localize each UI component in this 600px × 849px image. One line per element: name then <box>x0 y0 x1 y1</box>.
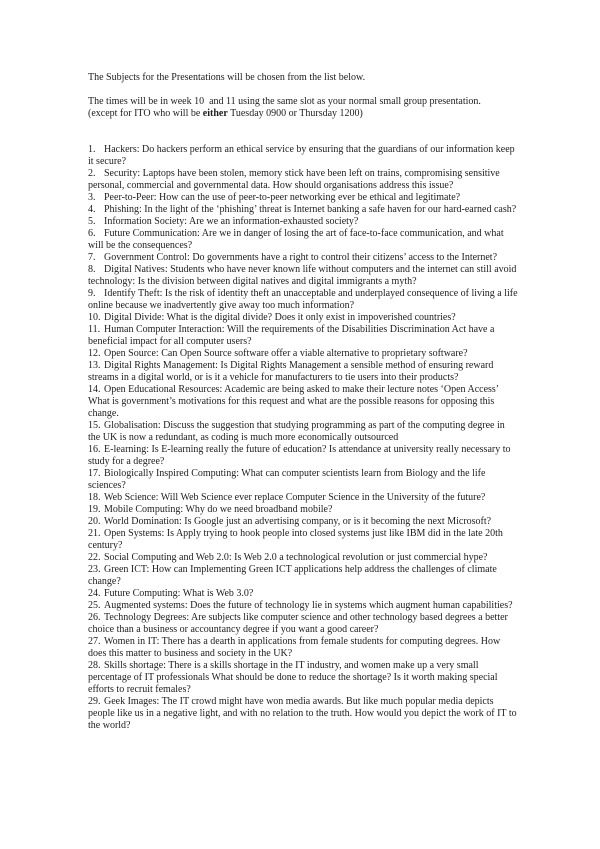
exception-prefix: (except for ITO who will be <box>88 108 203 119</box>
list-item <box>88 312 518 324</box>
list-item <box>88 696 518 732</box>
item-number: 3. <box>88 192 96 203</box>
item-number: 27. <box>88 636 101 647</box>
item-text: Peer-to-Peer: How can the use of peer-to-peer networking ever be ethical and legitimate? <box>104 192 461 203</box>
list-item <box>88 420 518 444</box>
item-text: Phishing: In the light of the ‘phishing’ threat is Internet banking a safe haven for our hard-earned cash? <box>104 204 517 215</box>
item-text: Social Computing and Web 2.0: Is Web 2.0 a technological revolution or just commercial hype? <box>104 552 488 563</box>
intro-line: The Subjects for the Presentations will be chosen from the list below. <box>88 72 366 83</box>
list-item <box>88 612 518 636</box>
item-number: 8. <box>88 264 96 275</box>
list-item <box>88 588 518 600</box>
item-number: 12. <box>88 348 101 359</box>
item-text: Green ICT: How can Implementing Green ICT applications help address the challenges of climate change? <box>88 564 500 587</box>
item-text: Open Educational Resources: Academic are being asked to make their lecture notes ‘Open Access’ What is government’s motivations for this request and what are the possible reasons for opposing this change. <box>88 384 501 419</box>
list-item <box>88 492 518 504</box>
item-text: Human Computer Interaction: Will the requirements of the Disabilities Discrimination Act have a beneficial impact for all computer users? <box>88 324 497 347</box>
item-text: Digital Natives: Students who have never known life without computers and the internet can still avoid technology: Is the division between digital natives and digital immigrants a myth? <box>88 264 519 287</box>
item-number: 6. <box>88 228 96 239</box>
list-item <box>88 468 518 492</box>
item-text: Digital Divide: What is the digital divide? Does it only exist in impoverished countries? <box>104 312 456 323</box>
item-text: Security: Laptops have been stolen, memory stick have been left on trains, compromising sensitive personal, commercial and governmental data. How should organisations address this issue? <box>88 168 503 191</box>
list-item <box>88 192 518 204</box>
list-item <box>88 228 518 252</box>
exception-suffix: Tuesday 0900 or Thursday 1200) <box>227 108 363 119</box>
item-number: 11. <box>88 324 101 335</box>
list-item <box>88 636 518 660</box>
list-item <box>88 324 518 348</box>
item-text: Identify Theft: Is the risk of identity theft an unacceptable and underplayed consequence of living a life online because we inadvertently give away too much information? <box>88 288 521 311</box>
list-item <box>88 144 518 168</box>
list-item <box>88 264 518 288</box>
item-text: Biologically Inspired Computing: What can computer scientists learn from Biology and the life sciences? <box>88 468 488 491</box>
item-number: 20. <box>88 516 101 527</box>
item-number: 24. <box>88 588 101 599</box>
subject-list <box>88 144 521 732</box>
item-number: 22. <box>88 552 101 563</box>
list-item <box>88 168 518 192</box>
list-item <box>88 360 518 384</box>
schedule-line: The times will be in week 10 and 11 using the same slot as your normal small group presentation. <box>88 96 481 107</box>
item-number: 17. <box>88 468 101 479</box>
schedule-note <box>88 96 518 120</box>
item-text: Web Science: Will Web Science ever replace Computer Science in the University of the future? <box>104 492 486 503</box>
item-number: 25. <box>88 600 101 611</box>
list-item <box>88 528 518 552</box>
list-item <box>88 600 518 612</box>
list-item <box>88 564 518 588</box>
item-text: Open Source: Can Open Source software offer a viable alternative to proprietary software? <box>104 348 468 359</box>
item-number: 29. <box>88 696 101 707</box>
list-item <box>88 552 518 564</box>
item-text: Women in IT: There has a dearth in applications from female students for computing degrees. How does this matter to business and society in the UK? <box>88 636 503 659</box>
item-number: 2. <box>88 168 96 179</box>
list-item <box>88 516 518 528</box>
item-number: 28. <box>88 660 101 671</box>
item-text: Geek Images: The IT crowd might have won media awards. But like much popular media depicts people like us in a negative light, and with no relation to the truth. How would you depict the work of IT to the world? <box>88 696 520 731</box>
item-number: 13. <box>88 360 101 371</box>
item-number: 16. <box>88 444 101 455</box>
item-number: 21. <box>88 528 101 539</box>
item-text: Mobile Computing: Why do we need broadband mobile? <box>104 504 333 515</box>
item-number: 14. <box>88 384 101 395</box>
exception-line <box>88 108 363 119</box>
list-item <box>88 384 518 420</box>
item-text: World Domination: Is Google just an advertising company, or is it becoming the next Microsoft? <box>104 516 492 527</box>
item-number: 26. <box>88 612 101 623</box>
item-text: Skills shortage: There is a skills shortage in the IT industry, and women make up a very small percentage of IT professionals What should be done to reduce the shortage? Is it worth making special efforts to recruit females? <box>88 660 501 695</box>
item-number: 4. <box>88 204 96 215</box>
list-item <box>88 216 518 228</box>
item-number: 9. <box>88 288 96 299</box>
item-text: Hackers: Do hackers perform an ethical service by ensuring that the guardians of our information keep it secure? <box>88 144 518 167</box>
list-item <box>88 444 518 468</box>
item-text: Information Society: Are we an information-exhausted society? <box>104 216 359 227</box>
item-text: E-learning: Is E-learning really the future of education? Is attendance at university really necessary to study for a degree? <box>88 444 513 467</box>
item-number: 15. <box>88 420 101 431</box>
item-text: Government Control: Do governments have a right to control their citizens’ access to the Internet? <box>104 252 498 263</box>
item-text: Open Systems: Is Apply trying to hook people into closed systems just like IBM did in the late 20th century? <box>88 528 506 551</box>
item-number: 19. <box>88 504 101 515</box>
item-text: Digital Rights Management: Is Digital Rights Management a sensible method of ensuring reward streams in a digital world, or is it a vehicle for manufacturers to tie users into their products? <box>88 360 496 383</box>
item-number: 7. <box>88 252 96 263</box>
item-text: Future Computing: What is Web 3.0? <box>104 588 254 599</box>
item-text: Future Communication: Are we in danger of losing the art of face-to-face communication, and what will be the consequences? <box>88 228 507 251</box>
item-number: 1. <box>88 144 96 155</box>
list-item <box>88 288 521 312</box>
item-number: 23. <box>88 564 101 575</box>
item-number: 18. <box>88 492 101 503</box>
list-item <box>88 660 518 696</box>
item-number: 5. <box>88 216 96 227</box>
item-number: 10. <box>88 312 101 323</box>
item-text: Globalisation: Discuss the suggestion that studying programming as part of the computing degree in the UK is now a redundant, as coding is much more economically outsourced <box>88 420 508 443</box>
list-item <box>88 252 518 264</box>
either-emphasis: either <box>202 108 228 119</box>
list-item <box>88 504 518 516</box>
item-text: Augmented systems: Does the future of technology lie in systems which augment human capabilities? <box>104 600 513 611</box>
list-item <box>88 348 518 360</box>
list-item <box>88 204 518 216</box>
item-text: Technology Degrees: Are subjects like computer science and other technology based degrees a better choice than a business or accountancy degree if you want a good career? <box>88 612 511 635</box>
